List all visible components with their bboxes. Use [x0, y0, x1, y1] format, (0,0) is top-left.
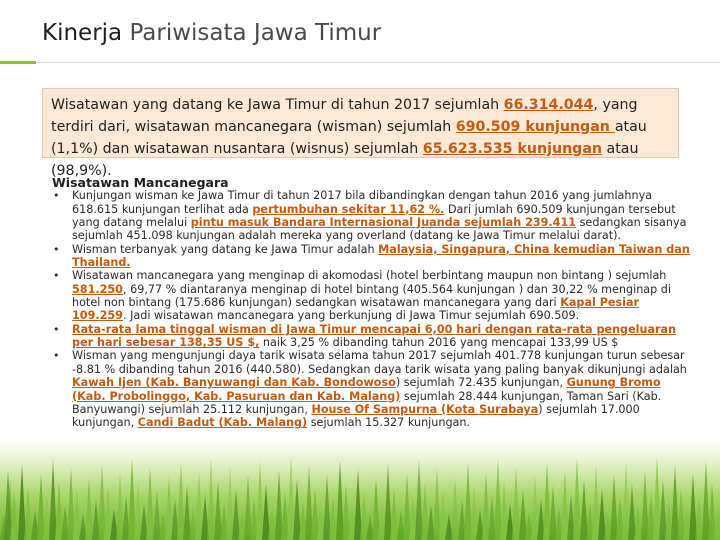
bullet-highlight: pintu masuk Bandara Internasional Juanda sejumlah 239.411 — [190, 216, 577, 230]
grass-blade — [207, 457, 215, 540]
grass-blade — [171, 499, 179, 540]
bullet-item — [52, 189, 692, 242]
grass-blade — [354, 469, 362, 540]
grass-blade — [702, 460, 710, 540]
grass-blade — [238, 512, 246, 540]
bullet-text: . Jadi wisatawan mancanegara yang berkunjung di Jawa Timur sejumlah 690.509. — [122, 309, 580, 323]
grass-blade — [18, 464, 26, 540]
page-title-rest: Pariwisata Jawa Timur — [122, 20, 382, 46]
grass-blade — [390, 487, 398, 540]
grass-blade — [634, 507, 642, 540]
grass-blade — [519, 490, 527, 540]
grass-blade — [98, 463, 106, 540]
bullet-icon: • — [53, 349, 60, 363]
grass-blade — [134, 481, 142, 540]
grass-blade — [329, 497, 337, 540]
bullet-text: Kunjungan wisman ke Jawa Timur di tahun 2017 bila dibandingkan dengan tahun 2016 yang jumlahnya 618.615 kunjungan terlihat ada — [72, 189, 653, 216]
grass-blade — [92, 500, 100, 540]
grass-blade — [55, 482, 63, 540]
grass-blade — [165, 476, 173, 540]
grass-blade — [183, 485, 191, 540]
grass-blade — [37, 473, 45, 540]
grass-blade — [226, 466, 234, 540]
bullet-list — [52, 189, 692, 429]
grass-blade — [317, 511, 325, 540]
wisman-section — [52, 176, 692, 430]
bullet-text: , 69,77 % diantaranya menginap di hotel bintang (405.564 kunjungan ) dan 30,22 % menginap di hotel non bintang (175.686 kunjungan) sedangkan wisatawan mancanegara yang dari — [72, 282, 672, 310]
grass-blade — [580, 480, 588, 540]
grass-blade — [671, 465, 679, 540]
grass-blade — [128, 458, 136, 540]
grass-blade — [445, 514, 453, 540]
grass-blade — [500, 481, 508, 540]
grass-blade — [482, 472, 490, 540]
bullet-text: Wisman terbanyak yang datang ke Jawa Timur adalah — [72, 242, 379, 256]
grass-blade — [592, 466, 600, 540]
grass-blade — [342, 483, 350, 540]
bullet-icon: • — [53, 189, 60, 203]
bullet-highlight: pertumbuhan sekitar 11,62 %. — [252, 202, 445, 216]
grass-blade — [116, 472, 124, 540]
grass-blade — [268, 507, 276, 540]
bullet-text: sedangkan sisanya sejumlah 451.098 kunjungan adalah mereka yang overland (datang ke Jawa Timur melalui darat). — [72, 216, 687, 243]
grass-blade — [659, 479, 667, 540]
grass-blade — [616, 498, 624, 540]
grass-blade — [476, 509, 484, 540]
bullet-text: Wisatawan mancanegara yang menginap di akomodasi (hotel berbintang maupun non bintang ) sejumlah — [72, 269, 667, 283]
grass-blade — [677, 488, 685, 540]
bullet-item — [52, 323, 692, 350]
grass-blade — [61, 505, 69, 540]
grass-blade — [378, 501, 386, 540]
section-heading: Wisatawan Mancanegara — [52, 175, 229, 190]
grass-blade — [403, 473, 411, 540]
grass-blade — [567, 494, 575, 540]
grass-blade — [31, 510, 39, 540]
grass-blade — [79, 514, 87, 540]
title-accent — [0, 61, 36, 64]
grass-blade — [506, 504, 514, 540]
bullet-icon: • — [53, 322, 60, 336]
grass-blade — [104, 486, 112, 540]
grass-blade — [604, 512, 612, 540]
grass-blade — [311, 488, 319, 540]
grass-blade — [695, 497, 703, 540]
grass-blade — [397, 510, 405, 540]
grass-blade — [488, 495, 496, 540]
bullet-highlight: Malaysia, Singapura, China kemudian Taiwan dan Thailand. — [72, 242, 690, 270]
grass-blade — [293, 479, 301, 540]
title-divider — [0, 62, 720, 63]
grass-blade — [683, 511, 691, 540]
grass-blade — [232, 489, 240, 540]
grass-blade — [43, 496, 51, 540]
grass-blade — [220, 503, 228, 540]
grass-blade — [708, 483, 716, 540]
grass-blade — [366, 515, 374, 540]
grass-blade — [665, 502, 673, 540]
grass-blade — [641, 470, 649, 540]
grass-blade — [549, 485, 557, 540]
grass-blade — [287, 456, 295, 540]
grass-blade — [439, 491, 447, 540]
bullet-highlight: Gunung Bromo (Kab. Probolinggo, Kab. Pasuruan dan Kab. Malang) — [72, 376, 661, 403]
summary-text: Wisatawan yang datang ke Jawa Timur di tahun 2017 sejumlah — [51, 97, 504, 113]
grass-blade — [159, 513, 167, 540]
grass-blade — [628, 484, 636, 540]
grass-blade — [122, 495, 130, 540]
grass-blade — [427, 505, 435, 540]
grass-blade — [12, 501, 20, 540]
grass-blade — [305, 465, 313, 540]
bullet-text: naik 3,25 % dibanding tahun 2016 yang mencapai 133,99 US $ — [259, 336, 619, 350]
bullet-text: ) sejumlah 72.435 kunjungan, — [395, 376, 567, 390]
bullet-highlight: 581.250 — [72, 282, 123, 296]
grass-blade — [372, 478, 380, 540]
summary-text: atau (98,9%). — [51, 141, 639, 179]
grass-blade — [622, 461, 630, 540]
summary-wisman-count: 690.509 kunjungan — [455, 119, 615, 135]
grass-blade — [49, 459, 57, 540]
grass-blade — [360, 492, 368, 540]
bullet-text: Wisman yang mengunjungi daya tarik wisata selama tahun 2017 sejumlah 401.778 kunjungan turun sebesar -8.81 % dibanding tahun 2016 (440.580). Sedangkan daya tarik wisata yang paling banyak dikunjungi adalah — [72, 349, 687, 376]
grass-blade — [336, 460, 344, 540]
grass-blade — [348, 506, 356, 540]
grass-blade — [140, 504, 148, 540]
grass-blade — [281, 493, 289, 540]
grass-blade — [598, 489, 606, 540]
grass-blade — [415, 459, 423, 540]
grass-blade — [409, 496, 417, 540]
bullet-highlight: Candi Badut (Kab. Malang) — [137, 416, 308, 430]
bullet-text: sejumlah 15.327 kunjungan. — [307, 416, 471, 430]
grass-blade — [275, 470, 283, 540]
page-title-bold: Kinerja — [42, 20, 123, 46]
grass-blade — [85, 477, 93, 540]
grass-blade — [555, 508, 563, 540]
grass-blade — [256, 461, 264, 540]
grass-blade — [525, 513, 533, 540]
bullet-highlight: House Of Sampurna (Kota Surabaya — [311, 402, 539, 416]
grass-blade — [10, 492, 18, 540]
page-title — [42, 20, 381, 46]
grass-blade — [586, 503, 594, 540]
grass-blade — [262, 484, 270, 540]
bullet-text: ) sejumlah 17.000 kunjungan, — [72, 402, 640, 430]
grass-blade — [189, 508, 197, 540]
grass-blade — [647, 493, 655, 540]
grass-blade — [512, 467, 520, 540]
grass-blade — [24, 487, 32, 540]
grass-blade — [561, 471, 569, 540]
bullet-item — [52, 269, 692, 322]
grass-blade — [323, 474, 331, 540]
grass-blade — [67, 468, 75, 540]
grass-blade — [470, 486, 478, 540]
grass-blade — [451, 477, 459, 540]
bullet-icon: • — [53, 269, 60, 283]
grass-blade — [0, 515, 8, 540]
grass-blade — [653, 456, 661, 540]
summary-text: , yang terdiri dari, wisatawan mancanegara (wisman) sejumlah — [51, 97, 638, 135]
grass-blade — [244, 475, 252, 540]
grass-blade — [573, 457, 581, 540]
grass-blade — [531, 476, 539, 540]
bullet-text: sejumlah 28.444 kunjungan, Taman Sari (Kab. Banyuwangi) sejumlah 25.112 kunjungan, — [72, 389, 662, 416]
bullet-highlight: Kapal Pesiar 109.259 — [72, 296, 640, 323]
summary-total-visitors: 66.314.044 — [503, 97, 594, 113]
bullet-icon: • — [53, 242, 60, 256]
bullet-item — [52, 349, 692, 429]
grass-blade — [714, 506, 720, 540]
grass-blade — [458, 500, 466, 540]
bullet-highlight: Kawah Ijen (Kab. Banyuwangi dan Kab. Bondowoso — [72, 376, 396, 390]
grass-blade — [6, 478, 14, 540]
grass-blade — [153, 490, 161, 540]
bullet-highlight: Rata-rata lama tinggal wisman di Jawa Timur mencapai 6,00 hari dengan rata-rata pengeluaran per hari sebesar 138,35 US $, — [72, 322, 677, 350]
grass-blade — [464, 463, 472, 540]
grass-blade — [610, 475, 618, 540]
grass-blade — [384, 464, 392, 540]
summary-box — [42, 88, 679, 179]
bullet-text: Dari jumlah 690.509 kunjungan tersebut yang datang melalui — [72, 202, 676, 230]
grass-blade — [73, 491, 81, 540]
grass-blade — [421, 482, 429, 540]
bullet-item — [52, 243, 692, 270]
summary-text: atau (1,1%) dan wisatawan nusantara (wisnus) sejumlah — [51, 119, 647, 157]
grass-blade — [177, 462, 185, 540]
grass-blade — [494, 458, 502, 540]
grass-blade — [537, 499, 545, 540]
grass-blade — [433, 468, 441, 540]
grass-blade — [250, 498, 258, 540]
grass-blade — [4, 469, 12, 540]
grass-blade — [195, 471, 203, 540]
grass-blade — [689, 474, 697, 540]
grass-blade — [110, 509, 118, 540]
grass-decoration — [0, 440, 720, 540]
grass-blade — [146, 467, 154, 540]
summary-wisnus-count: 65.623.535 kunjungan — [422, 141, 603, 157]
grass-blade — [543, 462, 551, 540]
grass-blade — [201, 494, 209, 540]
grass-blade — [299, 502, 307, 540]
grass-blade — [214, 480, 222, 540]
